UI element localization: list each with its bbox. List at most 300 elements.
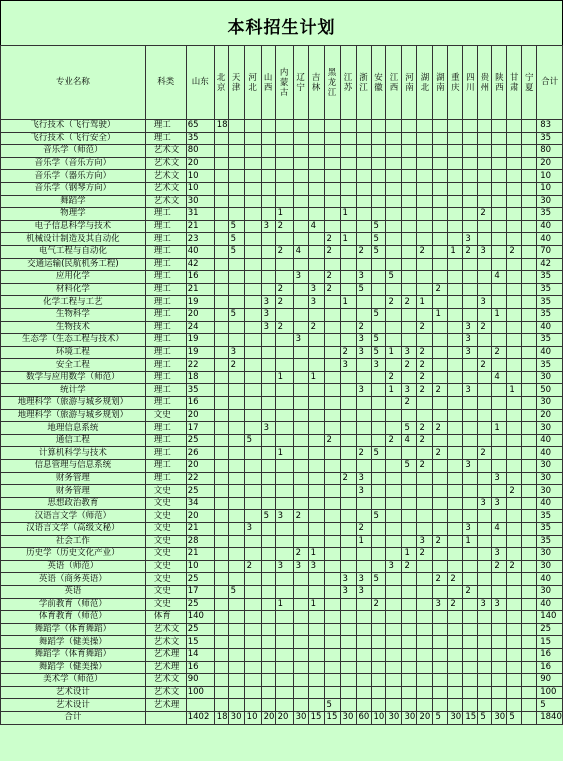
row-total-cell[interactable]: 140 [537, 611, 563, 624]
quota-cell[interactable] [244, 258, 261, 271]
quota-cell[interactable]: 2 [507, 485, 522, 498]
quota-cell[interactable] [433, 359, 448, 372]
quota-cell[interactable] [275, 585, 293, 598]
quota-cell[interactable]: 100 [186, 686, 214, 699]
quota-cell[interactable] [448, 409, 463, 422]
row-total-cell[interactable]: 35 [537, 283, 563, 296]
major-name-cell[interactable]: 电子信息科学与技术 [1, 220, 146, 233]
quota-cell[interactable] [228, 371, 244, 384]
quota-cell[interactable] [507, 497, 522, 510]
quota-cell[interactable] [448, 195, 463, 208]
major-name-cell[interactable]: 地理科学（旅游与城乡规划） [1, 409, 146, 422]
quota-cell[interactable]: 1 [463, 535, 478, 548]
quota-cell[interactable]: 2 [478, 359, 492, 372]
category-cell[interactable]: 理工 [145, 233, 186, 246]
quota-cell[interactable] [386, 447, 402, 460]
quota-cell[interactable]: 2 [507, 245, 522, 258]
quota-cell[interactable] [228, 132, 244, 145]
quota-cell[interactable] [293, 611, 308, 624]
quota-cell[interactable] [448, 699, 463, 712]
quota-cell[interactable] [386, 422, 402, 435]
quota-cell[interactable]: 30 [386, 711, 402, 724]
quota-cell[interactable] [214, 623, 228, 636]
quota-cell[interactable] [507, 321, 522, 334]
quota-cell[interactable] [417, 145, 433, 158]
quota-cell[interactable]: 2 [417, 371, 433, 384]
quota-cell[interactable] [261, 472, 275, 485]
quota-cell[interactable] [356, 233, 371, 246]
quota-cell[interactable] [507, 472, 522, 485]
quota-cell[interactable] [275, 661, 293, 674]
quota-cell[interactable]: 3 [356, 384, 371, 397]
quota-cell[interactable] [308, 397, 324, 410]
quota-cell[interactable] [308, 661, 324, 674]
quota-cell[interactable] [522, 447, 537, 460]
quota-cell[interactable] [386, 460, 402, 473]
quota-cell[interactable]: 2 [386, 371, 402, 384]
quota-cell[interactable] [261, 397, 275, 410]
quota-cell[interactable] [261, 271, 275, 284]
quota-cell[interactable] [356, 296, 371, 309]
category-cell[interactable]: 理工 [145, 258, 186, 271]
quota-cell[interactable] [293, 422, 308, 435]
quota-cell[interactable] [244, 120, 261, 133]
quota-cell[interactable] [261, 523, 275, 536]
row-total-cell[interactable]: 15 [537, 636, 563, 649]
quota-cell[interactable] [356, 510, 371, 523]
quota-cell[interactable]: 5 [478, 711, 492, 724]
quota-cell[interactable] [275, 120, 293, 133]
quota-cell[interactable] [214, 258, 228, 271]
quota-cell[interactable] [275, 485, 293, 498]
quota-cell[interactable] [402, 334, 417, 347]
quota-cell[interactable] [522, 321, 537, 334]
major-name-cell[interactable]: 英语 [1, 585, 146, 598]
row-total-cell[interactable]: 35 [537, 296, 563, 309]
quota-cell[interactable] [433, 371, 448, 384]
quota-cell[interactable]: 3 [308, 296, 324, 309]
quota-cell[interactable] [244, 195, 261, 208]
quota-cell[interactable] [244, 674, 261, 687]
quota-cell[interactable] [244, 233, 261, 246]
quota-cell[interactable] [324, 623, 340, 636]
major-name-cell[interactable]: 汉语言文学（高级文秘） [1, 523, 146, 536]
quota-cell[interactable]: 18 [214, 711, 228, 724]
quota-cell[interactable]: 2 [228, 359, 244, 372]
quota-cell[interactable]: 3 [261, 220, 275, 233]
quota-cell[interactable] [371, 648, 386, 661]
quota-cell[interactable] [478, 560, 492, 573]
quota-cell[interactable] [448, 422, 463, 435]
quota-cell[interactable] [507, 258, 522, 271]
quota-cell[interactable]: 2 [324, 245, 340, 258]
quota-cell[interactable] [478, 182, 492, 195]
quota-cell[interactable] [275, 346, 293, 359]
quota-cell[interactable] [371, 434, 386, 447]
quota-cell[interactable]: 2 [275, 283, 293, 296]
quota-cell[interactable] [507, 661, 522, 674]
quota-cell[interactable] [402, 598, 417, 611]
quota-cell[interactable] [214, 460, 228, 473]
quota-cell[interactable] [492, 460, 507, 473]
quota-cell[interactable] [478, 371, 492, 384]
quota-cell[interactable] [356, 409, 371, 422]
quota-cell[interactable] [340, 548, 356, 561]
quota-cell[interactable] [417, 170, 433, 183]
quota-cell[interactable] [417, 598, 433, 611]
quota-cell[interactable]: 3 [244, 523, 261, 536]
quota-cell[interactable] [228, 397, 244, 410]
quota-cell[interactable] [463, 258, 478, 271]
quota-cell[interactable] [492, 334, 507, 347]
quota-cell[interactable] [463, 170, 478, 183]
quota-cell[interactable] [308, 485, 324, 498]
quota-cell[interactable]: 2 [386, 434, 402, 447]
quota-cell[interactable] [371, 699, 386, 712]
quota-cell[interactable]: 5 [371, 308, 386, 321]
quota-cell[interactable]: 3 [492, 548, 507, 561]
quota-cell[interactable] [261, 598, 275, 611]
quota-cell[interactable]: 3 [340, 573, 356, 586]
quota-cell[interactable] [448, 384, 463, 397]
quota-cell[interactable] [386, 145, 402, 158]
category-cell[interactable]: 文史 [145, 560, 186, 573]
quota-cell[interactable] [275, 497, 293, 510]
major-name-cell[interactable]: 音乐学（钢琴方向） [1, 182, 146, 195]
quota-cell[interactable] [293, 283, 308, 296]
quota-cell[interactable] [293, 145, 308, 158]
quota-cell[interactable] [214, 308, 228, 321]
quota-cell[interactable]: 3 [261, 422, 275, 435]
quota-cell[interactable] [356, 120, 371, 133]
quota-cell[interactable] [402, 170, 417, 183]
quota-cell[interactable] [340, 611, 356, 624]
quota-cell[interactable] [356, 195, 371, 208]
category-cell[interactable]: 理工 [145, 371, 186, 384]
quota-cell[interactable] [386, 170, 402, 183]
category-cell[interactable]: 文史 [145, 523, 186, 536]
quota-cell[interactable] [228, 661, 244, 674]
quota-cell[interactable]: 1 [308, 598, 324, 611]
quota-cell[interactable]: 20 [186, 510, 214, 523]
quota-cell[interactable] [507, 359, 522, 372]
quota-cell[interactable] [478, 510, 492, 523]
quota-cell[interactable] [356, 497, 371, 510]
row-total-cell[interactable]: 35 [537, 359, 563, 372]
quota-cell[interactable] [261, 611, 275, 624]
quota-cell[interactable]: 2 [433, 535, 448, 548]
category-cell[interactable]: 理工 [145, 208, 186, 221]
quota-cell[interactable] [324, 145, 340, 158]
quota-cell[interactable]: 3 [308, 283, 324, 296]
quota-cell[interactable] [356, 308, 371, 321]
quota-cell[interactable] [356, 220, 371, 233]
category-cell[interactable]: 文史 [145, 535, 186, 548]
quota-cell[interactable] [492, 434, 507, 447]
row-total-cell[interactable]: 10 [537, 170, 563, 183]
quota-cell[interactable] [448, 283, 463, 296]
header-province[interactable]: 江西 [386, 46, 402, 120]
quota-cell[interactable] [463, 208, 478, 221]
quota-cell[interactable] [261, 434, 275, 447]
quota-cell[interactable] [507, 132, 522, 145]
quota-cell[interactable] [324, 523, 340, 536]
quota-cell[interactable]: 1 [275, 208, 293, 221]
quota-cell[interactable] [478, 145, 492, 158]
quota-cell[interactable] [478, 523, 492, 536]
quota-cell[interactable] [340, 409, 356, 422]
quota-cell[interactable] [417, 220, 433, 233]
quota-cell[interactable]: 60 [356, 711, 371, 724]
quota-cell[interactable]: 3 [308, 560, 324, 573]
quota-cell[interactable] [492, 648, 507, 661]
major-name-cell[interactable]: 体育教育（师范） [1, 611, 146, 624]
quota-cell[interactable] [463, 611, 478, 624]
major-name-cell[interactable]: 汉语言文学（师范） [1, 510, 146, 523]
quota-cell[interactable]: 1 [402, 548, 417, 561]
quota-cell[interactable] [275, 648, 293, 661]
category-cell[interactable]: 理工 [145, 321, 186, 334]
major-name-cell[interactable]: 艺术设计 [1, 686, 146, 699]
quota-cell[interactable]: 3 [478, 598, 492, 611]
quota-cell[interactable] [228, 120, 244, 133]
quota-cell[interactable] [448, 308, 463, 321]
quota-cell[interactable] [308, 686, 324, 699]
quota-cell[interactable] [214, 132, 228, 145]
quota-cell[interactable] [293, 195, 308, 208]
quota-cell[interactable]: 20 [186, 460, 214, 473]
quota-cell[interactable] [293, 182, 308, 195]
quota-cell[interactable]: 2 [478, 208, 492, 221]
quota-cell[interactable]: 25 [186, 434, 214, 447]
quota-cell[interactable] [356, 648, 371, 661]
quota-cell[interactable]: 20 [186, 409, 214, 422]
quota-cell[interactable]: 2 [356, 523, 371, 536]
header-province[interactable]: 吉林 [308, 46, 324, 120]
header-type[interactable]: 科类 [145, 46, 186, 120]
quota-cell[interactable] [214, 523, 228, 536]
quota-cell[interactable] [433, 208, 448, 221]
quota-cell[interactable] [275, 271, 293, 284]
major-name-cell[interactable]: 艺术设计 [1, 699, 146, 712]
quota-cell[interactable] [275, 397, 293, 410]
header-province[interactable]: 湖南 [433, 46, 448, 120]
quota-cell[interactable]: 3 [275, 510, 293, 523]
row-total-cell[interactable]: 40 [537, 434, 563, 447]
quota-cell[interactable] [261, 258, 275, 271]
row-total-cell[interactable]: 1840 [537, 711, 563, 724]
quota-cell[interactable] [308, 648, 324, 661]
quota-cell[interactable] [214, 611, 228, 624]
quota-cell[interactable] [275, 157, 293, 170]
quota-cell[interactable] [522, 296, 537, 309]
quota-cell[interactable]: 5 [356, 283, 371, 296]
quota-cell[interactable] [261, 636, 275, 649]
quota-cell[interactable]: 10 [186, 182, 214, 195]
quota-cell[interactable] [448, 686, 463, 699]
quota-cell[interactable]: 1 [340, 233, 356, 246]
quota-cell[interactable]: 1 [448, 245, 463, 258]
quota-cell[interactable] [463, 195, 478, 208]
quota-cell[interactable] [324, 585, 340, 598]
category-cell[interactable]: 艺术文 [145, 674, 186, 687]
quota-cell[interactable] [448, 371, 463, 384]
quota-cell[interactable] [275, 472, 293, 485]
quota-cell[interactable] [340, 699, 356, 712]
quota-cell[interactable] [433, 648, 448, 661]
quota-cell[interactable]: 1 [507, 384, 522, 397]
major-name-cell[interactable]: 电气工程与自动化 [1, 245, 146, 258]
quota-cell[interactable] [324, 686, 340, 699]
quota-cell[interactable]: 2 [417, 321, 433, 334]
row-total-cell[interactable]: 30 [537, 472, 563, 485]
category-cell[interactable]: 艺术文 [145, 195, 186, 208]
row-total-cell[interactable]: 16 [537, 648, 563, 661]
quota-cell[interactable] [478, 258, 492, 271]
quota-cell[interactable] [261, 585, 275, 598]
row-total-cell[interactable]: 100 [537, 686, 563, 699]
quota-cell[interactable]: 3 [463, 346, 478, 359]
quota-cell[interactable]: 3 [492, 497, 507, 510]
major-name-cell[interactable]: 飞行技术（飞行驾驶） [1, 120, 146, 133]
quota-cell[interactable]: 5 [507, 711, 522, 724]
quota-cell[interactable]: 1 [356, 535, 371, 548]
quota-cell[interactable] [244, 485, 261, 498]
quota-cell[interactable] [308, 157, 324, 170]
quota-cell[interactable] [463, 623, 478, 636]
quota-cell[interactable] [478, 157, 492, 170]
quota-cell[interactable] [386, 674, 402, 687]
quota-cell[interactable] [463, 485, 478, 498]
quota-cell[interactable] [228, 434, 244, 447]
quota-cell[interactable] [293, 523, 308, 536]
quota-cell[interactable] [463, 120, 478, 133]
quota-cell[interactable] [214, 157, 228, 170]
quota-cell[interactable]: 2 [417, 384, 433, 397]
quota-cell[interactable] [371, 283, 386, 296]
quota-cell[interactable] [244, 548, 261, 561]
major-name-cell[interactable]: 物理学 [1, 208, 146, 221]
quota-cell[interactable] [463, 371, 478, 384]
category-cell[interactable]: 艺术文 [145, 623, 186, 636]
quota-cell[interactable]: 2 [448, 573, 463, 586]
quota-cell[interactable] [433, 220, 448, 233]
major-name-cell[interactable]: 舞蹈学 [1, 195, 146, 208]
quota-cell[interactable] [433, 120, 448, 133]
quota-cell[interactable]: 4 [293, 245, 308, 258]
quota-cell[interactable] [402, 699, 417, 712]
quota-cell[interactable] [417, 636, 433, 649]
quota-cell[interactable] [324, 636, 340, 649]
quota-cell[interactable] [324, 371, 340, 384]
quota-cell[interactable] [275, 258, 293, 271]
quota-cell[interactable] [340, 598, 356, 611]
category-cell[interactable]: 体育 [145, 611, 186, 624]
quota-cell[interactable] [356, 661, 371, 674]
category-cell[interactable]: 理工 [145, 397, 186, 410]
quota-cell[interactable] [507, 271, 522, 284]
quota-cell[interactable] [448, 497, 463, 510]
quota-cell[interactable]: 15 [324, 711, 340, 724]
quota-cell[interactable] [507, 447, 522, 460]
quota-cell[interactable]: 2 [386, 296, 402, 309]
row-total-cell[interactable]: 40 [537, 220, 563, 233]
quota-cell[interactable] [463, 422, 478, 435]
quota-cell[interactable] [448, 560, 463, 573]
quota-cell[interactable] [308, 535, 324, 548]
quota-cell[interactable] [214, 548, 228, 561]
quota-cell[interactable] [244, 535, 261, 548]
quota-cell[interactable] [356, 182, 371, 195]
quota-cell[interactable] [244, 359, 261, 372]
quota-cell[interactable] [507, 145, 522, 158]
quota-cell[interactable] [448, 271, 463, 284]
quota-cell[interactable]: 2 [417, 460, 433, 473]
quota-cell[interactable] [214, 334, 228, 347]
quota-cell[interactable] [324, 208, 340, 221]
header-province[interactable]: 湖北 [417, 46, 433, 120]
quota-cell[interactable] [402, 573, 417, 586]
quota-cell[interactable] [244, 145, 261, 158]
quota-cell[interactable] [214, 434, 228, 447]
quota-cell[interactable] [417, 686, 433, 699]
quota-cell[interactable] [402, 120, 417, 133]
row-total-cell[interactable]: 90 [537, 674, 563, 687]
quota-cell[interactable] [522, 120, 537, 133]
quota-cell[interactable] [417, 271, 433, 284]
quota-cell[interactable] [244, 497, 261, 510]
quota-cell[interactable] [522, 535, 537, 548]
quota-cell[interactable]: 65 [186, 120, 214, 133]
quota-cell[interactable] [340, 258, 356, 271]
quota-cell[interactable] [371, 397, 386, 410]
row-total-cell[interactable]: 40 [537, 497, 563, 510]
major-name-cell[interactable]: 音乐学（师范） [1, 145, 146, 158]
quota-cell[interactable] [417, 497, 433, 510]
quota-cell[interactable] [507, 460, 522, 473]
quota-cell[interactable] [275, 132, 293, 145]
quota-cell[interactable] [371, 661, 386, 674]
quota-cell[interactable] [433, 472, 448, 485]
quota-cell[interactable] [463, 283, 478, 296]
quota-cell[interactable] [340, 170, 356, 183]
category-cell[interactable] [145, 711, 186, 724]
quota-cell[interactable] [275, 170, 293, 183]
quota-cell[interactable] [228, 623, 244, 636]
quota-cell[interactable] [214, 422, 228, 435]
quota-cell[interactable] [214, 397, 228, 410]
quota-cell[interactable] [463, 296, 478, 309]
quota-cell[interactable] [463, 447, 478, 460]
quota-cell[interactable] [402, 233, 417, 246]
quota-cell[interactable] [507, 510, 522, 523]
quota-cell[interactable] [244, 648, 261, 661]
quota-cell[interactable] [228, 598, 244, 611]
quota-cell[interactable] [492, 384, 507, 397]
quota-cell[interactable] [371, 497, 386, 510]
quota-cell[interactable] [522, 220, 537, 233]
quota-cell[interactable] [261, 674, 275, 687]
quota-cell[interactable]: 1 [340, 296, 356, 309]
category-cell[interactable]: 理工 [145, 220, 186, 233]
quota-cell[interactable]: 1 [386, 346, 402, 359]
quota-cell[interactable]: 30 [448, 711, 463, 724]
quota-cell[interactable] [448, 585, 463, 598]
category-cell[interactable]: 文史 [145, 409, 186, 422]
quota-cell[interactable] [244, 220, 261, 233]
quota-cell[interactable] [340, 220, 356, 233]
quota-cell[interactable] [492, 699, 507, 712]
